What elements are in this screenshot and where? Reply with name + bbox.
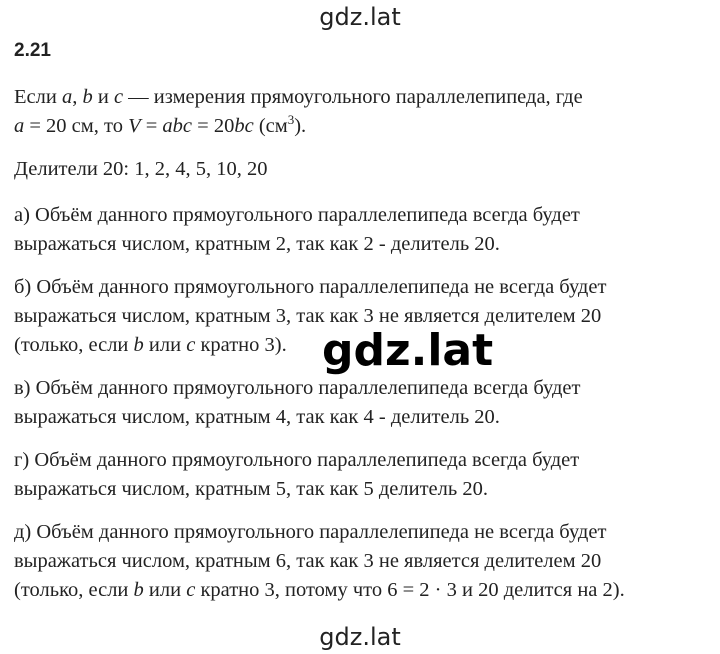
intro-line-1: Если a, b и c — измерения прямоугольного параллелепипеда, где [14,86,583,108]
answer-b-line-1: б) Объём данного прямоугольного параллелепипеда не всегда будет [14,276,607,298]
answer-b-line-3: (только, если b или c кратно 3). [14,334,287,356]
watermark-bottom: gdz.lat [319,623,401,651]
answer-v-line-2: выражаться числом, кратным 4, так как 4 - делитель 20. [14,406,500,428]
answer-g-line-2: выражаться числом, кратным 5, так как 5 делитель 20. [14,478,488,500]
answer-b-line-2: выражаться числом, кратным 3, так как 3 не является делителем 20 [14,305,602,327]
watermark-middle: gdz.lat [322,325,494,376]
answer-d-line-3: (только, если b или c кратно 3, потому что 6 = 2 · 3 и 20 делится на 2). [14,579,625,601]
var-a: a [14,115,25,137]
answer-d-line-2: выражаться числом, кратным 6, так как 3 не является делителем 20 [14,550,602,572]
cube-exponent: 3 [287,112,295,127]
var-b: b [82,86,93,108]
answer-d-line-1: д) Объём данного прямоугольного параллелепипеда не всегда будет [14,521,607,543]
var-c: c [186,334,196,356]
var-b: b [133,579,144,601]
var-V: V [128,115,141,137]
var-a: a [61,86,73,108]
divisors-paragraph [14,155,714,184]
answer-a-line-1: а) Объём данного прямоугольного параллелепипеда всегда будет [14,204,580,226]
var-b: b [133,334,144,356]
watermark-top: gdz.lat [319,3,401,31]
intro-line-2: a = 20 см, то V = abc = 20bc $(см^3)$. [14,112,307,137]
answer-d [14,518,714,605]
var-c: c [113,86,124,108]
answer-a [14,201,714,259]
var-bc: bc [234,115,254,137]
problem-number: 2.21 [14,40,51,61]
answer-v [14,374,714,432]
answer-v-line-1: в) Объём данного прямоугольного параллелепипеда всегда будет [14,377,581,399]
answer-a-line-2: выражаться числом, кратным 2, так как 2 - делитель 20. [14,233,500,255]
intro-paragraph [14,83,714,141]
var-abc: abc [162,115,193,137]
answer-g-line-1: г) Объём данного прямоугольного параллелепипеда всегда будет [14,449,580,471]
answer-g [14,446,714,504]
var-c: c [186,579,196,601]
divisors-line: Делители 20: 1, 2, 4, 5, 10, 20 [14,158,268,180]
